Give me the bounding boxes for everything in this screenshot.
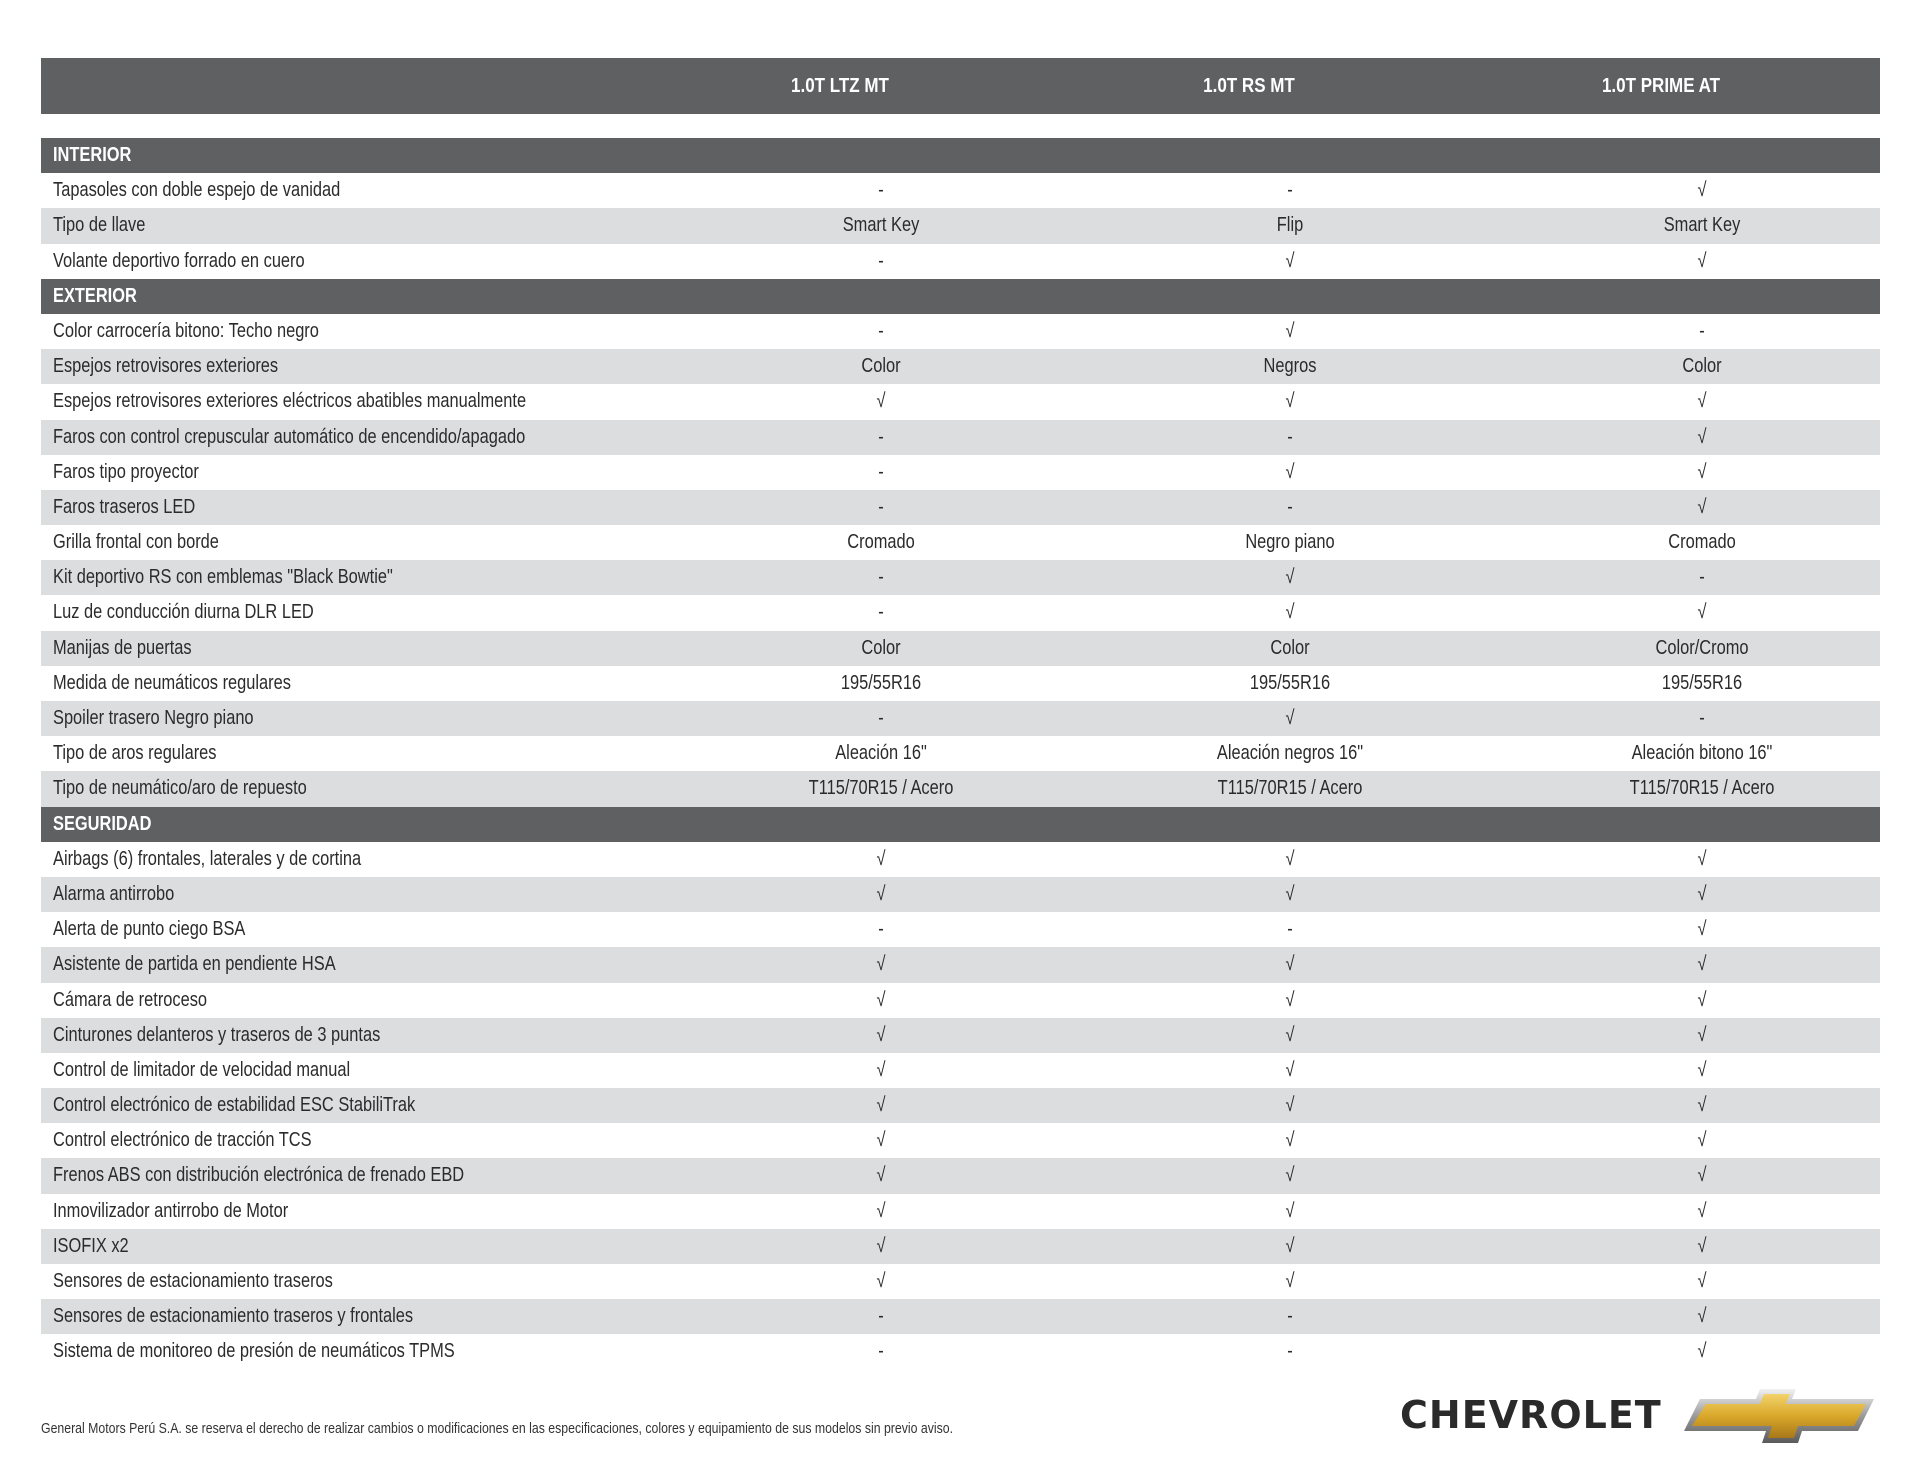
table-row: [41, 1194, 1880, 1229]
section-title: INTERIOR: [53, 144, 132, 166]
cell-ltz: -: [878, 566, 884, 589]
cell-ltz: Aleación 16": [835, 742, 927, 765]
cell-prime: T115/70R15 / Acero: [1629, 777, 1775, 800]
cell-rs: Negros: [1263, 355, 1317, 378]
cell-rs: √: [1285, 390, 1295, 413]
cell-prime: √: [1697, 1164, 1707, 1187]
row-label: Medida de neumáticos regulares: [53, 671, 291, 694]
table-row: [41, 1053, 1880, 1088]
cell-rs: √: [1285, 601, 1295, 624]
brand-logo: [1400, 1385, 1884, 1455]
cell-ltz: -: [878, 1340, 884, 1363]
row-label: Control de limitador de velocidad manual: [53, 1058, 351, 1081]
row-label: Faros con control crepuscular automático de encendido/apagado: [53, 425, 526, 448]
cell-prime: Aleación bitono 16": [1631, 742, 1773, 765]
brand-wordmark: CHEVROLET: [1400, 1393, 1662, 1437]
cell-ltz: √: [876, 1270, 886, 1292]
cell-rs: √: [1285, 953, 1295, 976]
row-label: Cinturones delanteros y traseros de 3 puntas: [53, 1023, 381, 1046]
cell-rs: √: [1285, 1164, 1295, 1187]
cell-ltz: √: [876, 1023, 886, 1046]
cell-rs: -: [1287, 179, 1293, 202]
cell-ltz: √: [876, 390, 886, 413]
cell-rs: √: [1285, 1094, 1295, 1117]
table-row: [41, 420, 1880, 455]
table-row: [41, 244, 1880, 279]
cell-rs: √: [1285, 882, 1295, 905]
disclaimer: General Motors Perú S.A. se reserva el derecho de realizar cambios o modificaciones en las especificaciones, colores y equipamiento de sus modelos sin previo aviso.: [41, 1420, 954, 1437]
row-label: Control electrónico de tracción TCS: [53, 1129, 312, 1152]
row-label: Cámara de retroceso: [53, 988, 208, 1011]
table-row: [41, 701, 1880, 736]
row-label: Manijas de puertas: [53, 636, 192, 659]
table-row: [41, 1018, 1880, 1053]
cell-rs: 195/55R16: [1249, 671, 1331, 694]
row-label: Airbags (6) frontales, laterales y de cortina: [53, 847, 362, 870]
cell-rs: -: [1287, 1340, 1293, 1363]
row-label: Spoiler trasero Negro piano: [53, 707, 254, 729]
cell-prime: Cromado: [1668, 531, 1736, 554]
cell-rs: -: [1287, 425, 1293, 448]
table-row: [41, 947, 1880, 982]
table-row: [41, 595, 1880, 630]
table-row: [41, 1299, 1880, 1334]
table-row: [41, 349, 1880, 384]
cell-ltz: -: [878, 918, 884, 941]
cell-rs: √: [1285, 1234, 1295, 1257]
cell-rs: -: [1287, 1305, 1293, 1328]
cell-rs: √: [1285, 319, 1295, 342]
cell-prime: √: [1697, 1058, 1707, 1081]
row-label: Espejos retrovisores exteriores: [53, 355, 279, 378]
cell-ltz: √: [876, 1094, 886, 1117]
cell-rs: -: [1287, 918, 1293, 941]
cell-rs: Color: [1270, 636, 1310, 659]
cell-ltz: √: [876, 1164, 886, 1187]
cell-ltz: -: [878, 707, 884, 729]
row-label: Asistente de partida en pendiente HSA: [53, 953, 336, 976]
table-row: [41, 1158, 1880, 1193]
cell-ltz: Cromado: [847, 531, 915, 554]
cell-rs: √: [1285, 1129, 1295, 1152]
column-header-ltz: 1.0T LTZ MT: [791, 75, 889, 97]
table-row: [41, 314, 1880, 349]
cell-prime: √: [1697, 1094, 1707, 1117]
row-label: Frenos ABS con distribución electrónica de frenado EBD: [53, 1164, 465, 1187]
table-row: [41, 560, 1880, 595]
section-header-interior: [41, 138, 1880, 173]
row-label: Tipo de neumático/aro de repuesto: [53, 777, 307, 800]
table-row: [41, 877, 1880, 912]
cell-prime: √: [1697, 1199, 1707, 1222]
cell-rs: √: [1285, 249, 1295, 272]
table-row: [41, 842, 1880, 877]
cell-prime: √: [1697, 495, 1707, 518]
cell-ltz: -: [878, 179, 884, 202]
column-header-prime: 1.0T PRIME AT: [1601, 75, 1721, 97]
table-row: [41, 1264, 1880, 1299]
row-label: Luz de conducción diurna DLR LED: [53, 601, 314, 624]
cell-rs: Flip: [1276, 214, 1304, 237]
cell-ltz: Color: [861, 636, 901, 659]
table-header: [41, 58, 1880, 114]
cell-ltz: -: [878, 601, 884, 624]
cell-prime: √: [1697, 1340, 1707, 1363]
row-label: Tipo de aros regulares: [53, 742, 217, 765]
cell-prime: √: [1697, 460, 1707, 483]
table-row: [41, 1229, 1880, 1264]
cell-rs: Negro piano: [1245, 531, 1335, 554]
chevrolet-bowtie-icon: [1678, 1385, 1878, 1445]
cell-ltz: 195/55R16: [840, 671, 922, 694]
row-label: Color carrocería bitono: Techo negro: [53, 319, 319, 342]
row-label: Alarma antirrobo: [53, 882, 175, 905]
section-title: EXTERIOR: [53, 284, 137, 307]
table-row: [41, 490, 1880, 525]
cell-ltz: √: [876, 1234, 886, 1257]
table-row: [41, 736, 1880, 771]
cell-prime: √: [1697, 1305, 1707, 1328]
row-label: Tapasoles con doble espejo de vanidad: [53, 179, 341, 202]
cell-ltz: √: [876, 1058, 886, 1081]
cell-prime: -: [1699, 707, 1705, 729]
cell-ltz: -: [878, 249, 884, 272]
row-label: Sensores de estacionamiento traseros y frontales: [53, 1305, 414, 1328]
cell-rs: √: [1285, 847, 1295, 870]
table-row: [41, 631, 1880, 666]
cell-ltz: √: [876, 847, 886, 870]
row-label: Sensores de estacionamiento traseros: [53, 1270, 333, 1292]
cell-prime: Smart Key: [1663, 214, 1741, 237]
cell-prime: √: [1697, 601, 1707, 624]
cell-ltz: Smart Key: [842, 214, 920, 237]
cell-rs: √: [1285, 1199, 1295, 1222]
table-row: [41, 384, 1880, 419]
cell-rs: -: [1287, 495, 1293, 518]
row-label: Volante deportivo forrado en cuero: [53, 249, 305, 272]
cell-prime: -: [1699, 566, 1705, 589]
cell-ltz: -: [878, 319, 884, 342]
cell-ltz: -: [878, 425, 884, 448]
table-row: [41, 1334, 1880, 1369]
cell-prime: √: [1697, 179, 1707, 202]
cell-rs: √: [1285, 1023, 1295, 1046]
cell-prime: √: [1697, 988, 1707, 1011]
row-label: Faros tipo proyector: [53, 460, 199, 483]
cell-ltz: √: [876, 882, 886, 905]
row-label: Inmovilizador antirrobo de Motor: [53, 1199, 289, 1222]
cell-prime: Color: [1682, 355, 1722, 378]
cell-prime: √: [1697, 1129, 1707, 1152]
cell-ltz: √: [876, 953, 886, 976]
row-label: Tipo de llave: [53, 214, 146, 237]
cell-ltz: √: [876, 988, 886, 1011]
table-row: [41, 912, 1880, 947]
cell-rs: T115/70R15 / Acero: [1217, 777, 1363, 800]
cell-prime: √: [1697, 390, 1707, 413]
column-header-rs: 1.0T RS MT: [1203, 75, 1295, 97]
table-row: [41, 983, 1880, 1018]
table-row: [41, 455, 1880, 490]
cell-rs: Aleación negros 16": [1216, 742, 1364, 765]
cell-ltz: -: [878, 495, 884, 518]
cell-ltz: √: [876, 1129, 886, 1152]
cell-prime: √: [1697, 1270, 1707, 1292]
cell-prime: 195/55R16: [1661, 671, 1743, 694]
row-label: Faros traseros LED: [53, 495, 196, 518]
section-header-seguridad: [41, 807, 1880, 842]
table-row: [41, 1088, 1880, 1123]
cell-ltz: -: [878, 1305, 884, 1328]
cell-rs: √: [1285, 988, 1295, 1011]
row-label: Control electrónico de estabilidad ESC StabiliTrak: [53, 1094, 416, 1117]
row-label: ISOFIX x2: [53, 1234, 129, 1257]
cell-ltz: √: [876, 1199, 886, 1222]
cell-prime: -: [1699, 319, 1705, 342]
cell-prime: Color/Cromo: [1655, 636, 1749, 659]
cell-rs: √: [1285, 460, 1295, 483]
row-label: Espejos retrovisores exteriores eléctricos abatibles manualmente: [53, 390, 527, 413]
table-row: [41, 1123, 1880, 1158]
section-header-exterior: [41, 279, 1880, 314]
row-label: Grilla frontal con borde: [53, 531, 219, 554]
row-label: Kit deportivo RS con emblemas "Black Bowtie": [53, 566, 393, 589]
cell-prime: √: [1697, 847, 1707, 870]
cell-prime: √: [1697, 249, 1707, 272]
cell-rs: √: [1285, 707, 1295, 729]
cell-prime: √: [1697, 1234, 1707, 1257]
cell-prime: √: [1697, 882, 1707, 905]
section-title: SEGURIDAD: [53, 812, 152, 835]
spec-table: [41, 138, 1880, 1370]
row-label: Sistema de monitoreo de presión de neumáticos TPMS: [53, 1340, 455, 1363]
table-row: [41, 208, 1880, 243]
cell-prime: √: [1697, 1023, 1707, 1046]
cell-prime: √: [1697, 918, 1707, 941]
table-row: [41, 173, 1880, 208]
cell-ltz: Color: [861, 355, 901, 378]
cell-rs: √: [1285, 1270, 1295, 1292]
cell-ltz: -: [878, 460, 884, 483]
cell-rs: √: [1285, 1058, 1295, 1081]
row-label: Alerta de punto ciego BSA: [53, 918, 246, 941]
cell-ltz: T115/70R15 / Acero: [808, 777, 954, 800]
cell-prime: √: [1697, 425, 1707, 448]
table-row: [41, 666, 1880, 701]
cell-prime: √: [1697, 953, 1707, 976]
table-row: [41, 525, 1880, 560]
table-row: [41, 771, 1880, 806]
cell-rs: √: [1285, 566, 1295, 589]
